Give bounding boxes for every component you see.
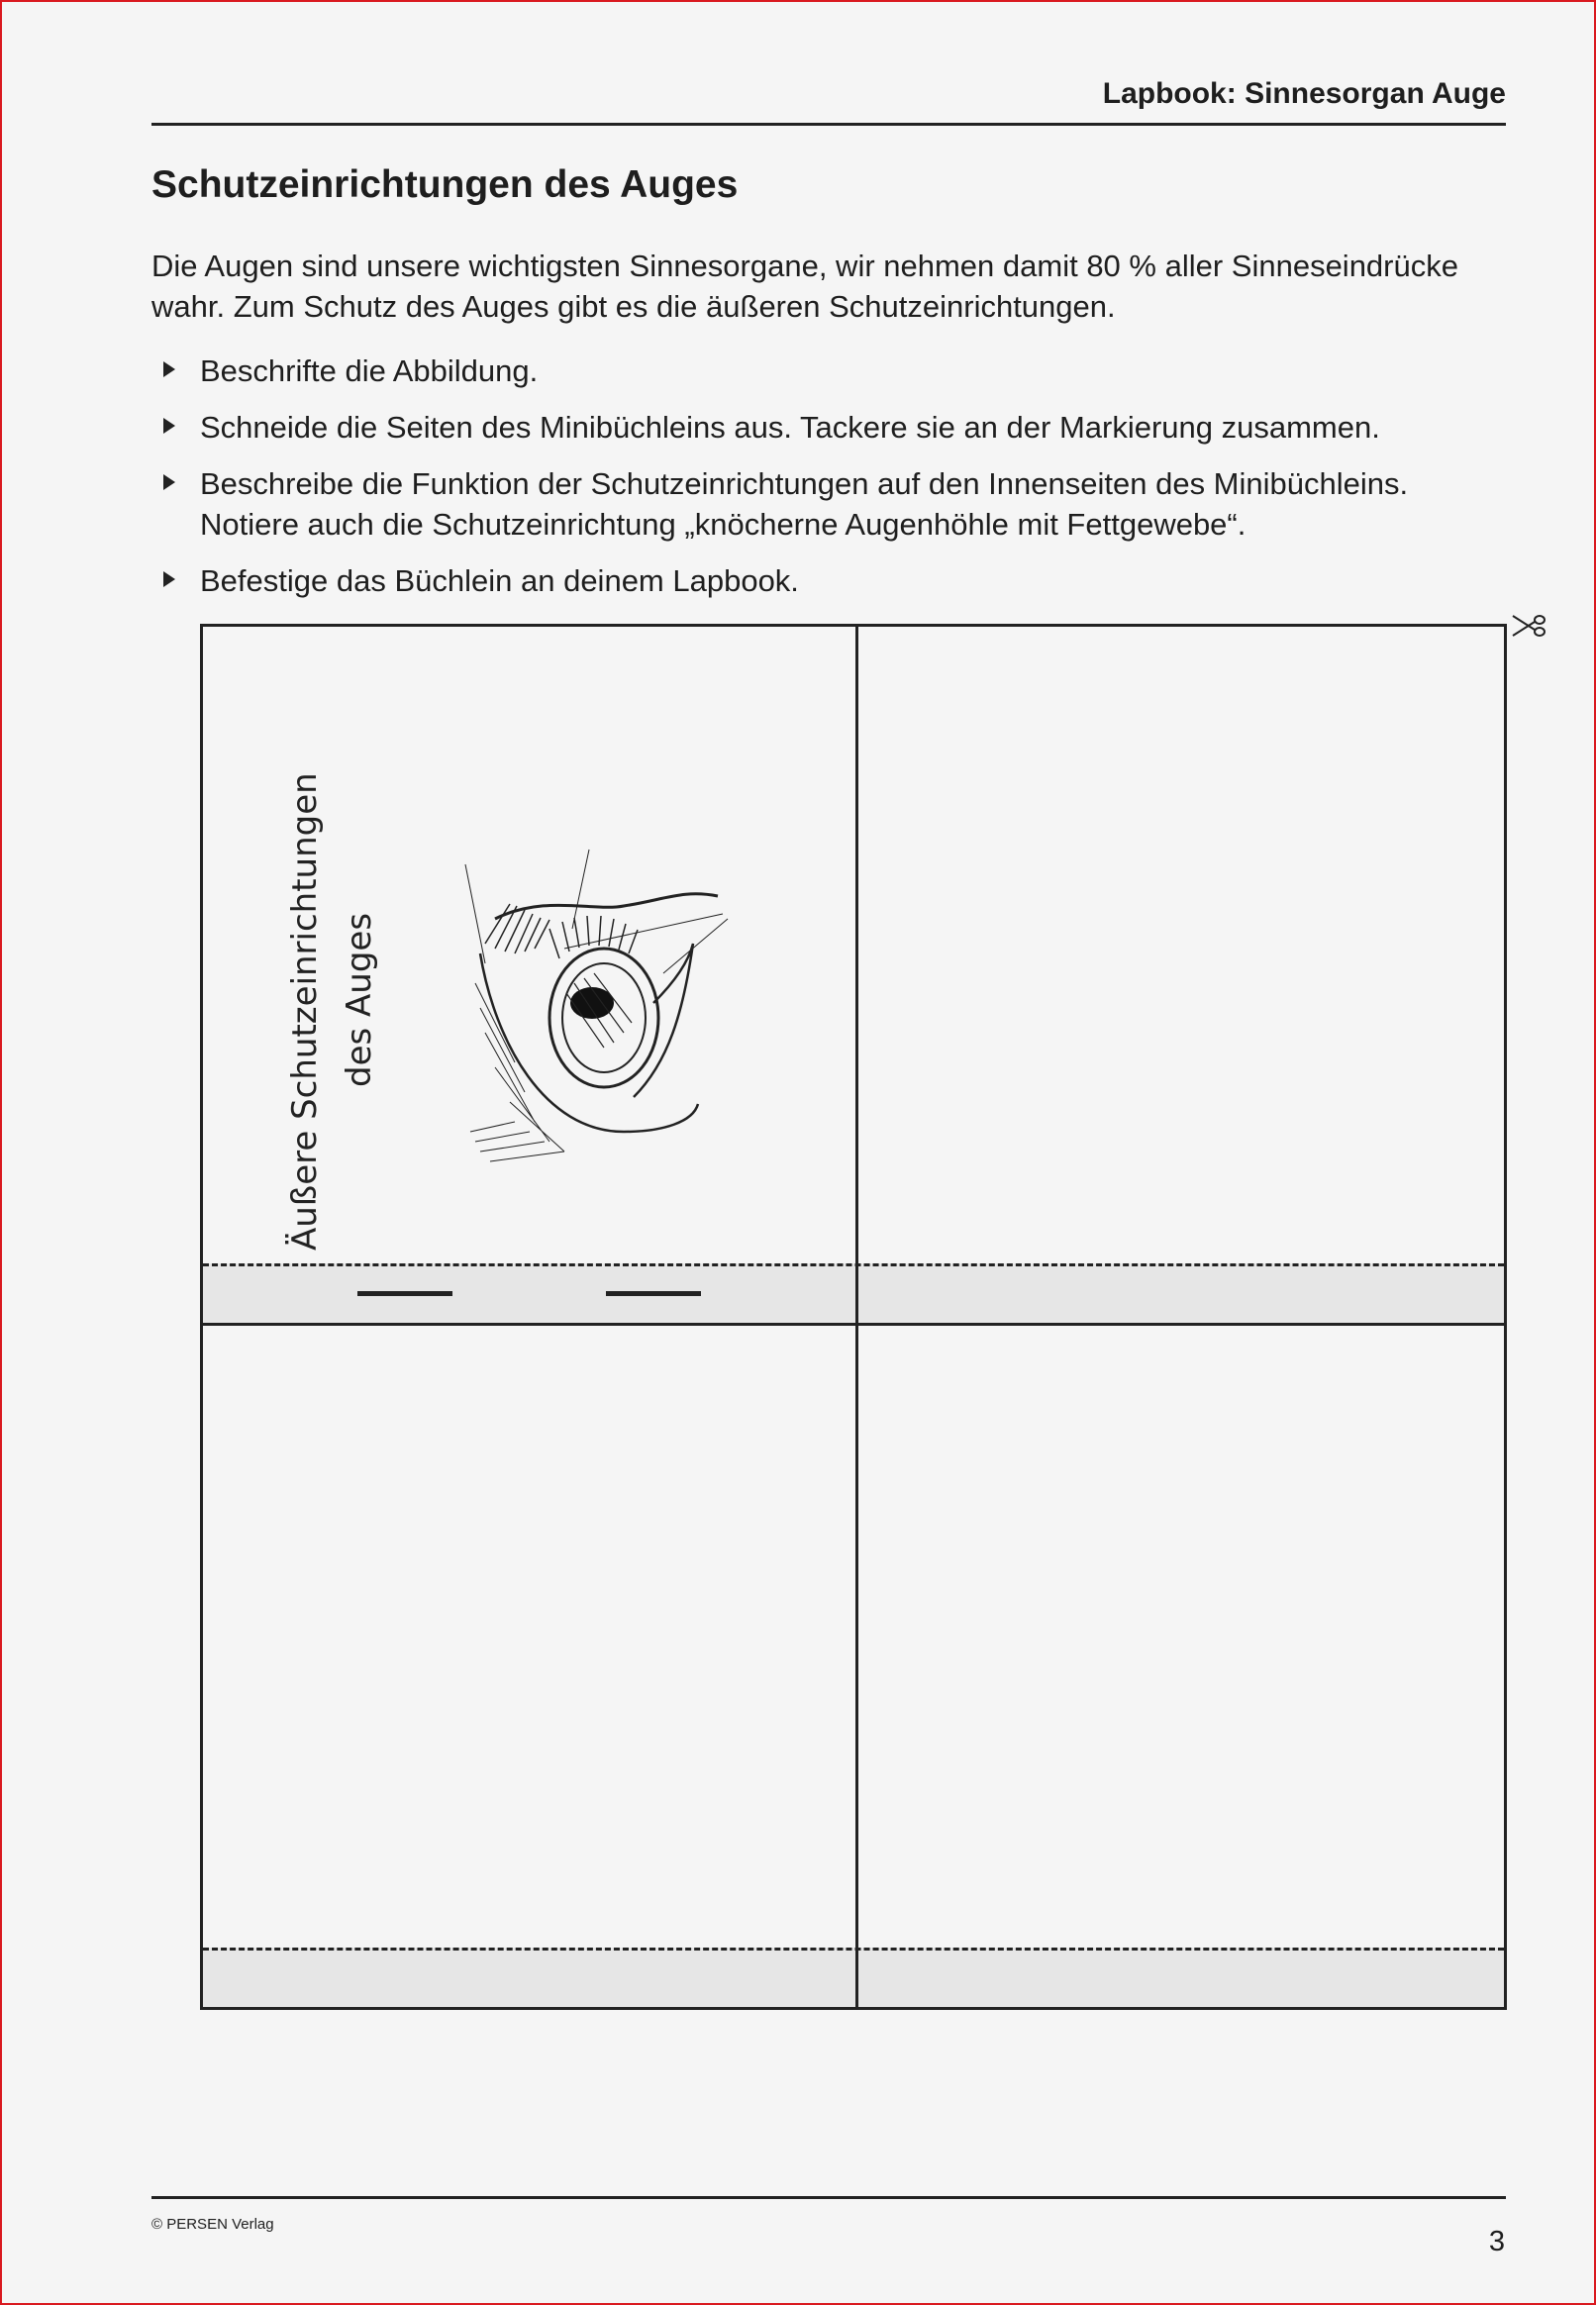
copyright-text: © PERSEN Verlag <box>151 2216 274 2233</box>
page-number: 3 <box>1488 2226 1505 2257</box>
task-item <box>151 560 1508 601</box>
booklet-fold-vertical <box>855 627 858 2007</box>
cover-title <box>245 681 383 1255</box>
intro-paragraph: Die Augen sind unsere wichtigsten Sinnesorgane, wir nehmen damit 80 % aller Sinneseindrücke wahr. Zum Schutz des Auges gibt es die äußeren Schutzeinrichtungen. <box>151 249 1458 324</box>
task-item <box>151 407 1508 448</box>
task-list <box>151 351 1508 617</box>
task-item <box>151 463 1508 545</box>
triangle-bullet-icon <box>163 361 175 377</box>
mini-booklet <box>200 624 1507 2010</box>
scissors-icon <box>1511 608 1546 644</box>
triangle-bullet-icon <box>163 418 175 434</box>
page-title: Schutzeinrichtungen des Auges <box>151 163 739 206</box>
triangle-bullet-icon <box>163 571 175 587</box>
cover-title-line1: Äußere Schutzeinrichtungen <box>285 772 325 1251</box>
task-text: Befestige das Büchlein an deinem Lapbook. <box>200 563 799 598</box>
footer-divider <box>151 2196 1506 2199</box>
task-item <box>151 351 1508 391</box>
staple-mark <box>357 1291 452 1296</box>
triangle-bullet-icon <box>163 474 175 490</box>
task-text: Beschrifte die Abbildung. <box>200 353 539 388</box>
staple-strip-bottom <box>203 1948 1504 2007</box>
booklet-cut-horizontal <box>203 1323 1504 1326</box>
staple-mark <box>606 1291 701 1296</box>
running-header: Lapbook: Sinnesorgan Auge <box>151 77 1506 126</box>
cover-title-line2: des Auges <box>340 912 379 1087</box>
task-text: Beschreibe die Funktion der Schutzeinrichtungen auf den Innenseiten des Minibüchleins. Notiere auch die Schutzeinrichtung „knöcherne Augenhöhle mit Fettgewebe“. <box>200 466 1409 542</box>
eye-illustration <box>455 835 812 1181</box>
task-text: Schneide die Seiten des Minibüchleins aus. Tackere sie an der Markierung zusammen. <box>200 410 1380 445</box>
